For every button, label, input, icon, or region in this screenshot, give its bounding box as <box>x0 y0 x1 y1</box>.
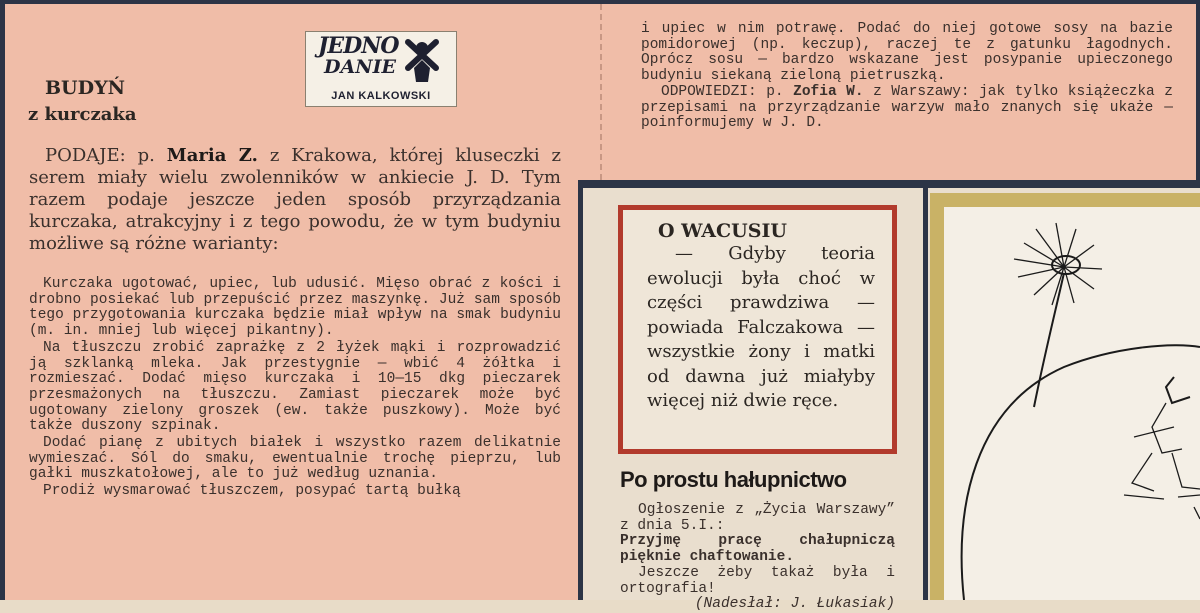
recipe-paragraph: Kurczaka ugotować, upiec, lub udusić. Mięso obrać z kości i drobno posiekać lub przepuścić przez maszynkę. Już sam sposób tego przygotowania kurczaka będzie miał wpływ na smak budyniu (m. in. mniej lub więcej pikantny). <box>29 276 561 340</box>
intro-name: Maria Z. <box>166 145 258 166</box>
recipe-intro <box>29 145 561 255</box>
recipe-paragraph: Dodać pianę z ubitych białek i wszystko razem delikatnie wymieszać. Sól do smaku, ewentualnie trochę pieprzu, lub gałki muszkatołowej, ale to już według uznania. <box>29 435 561 483</box>
wacus-box <box>618 205 897 454</box>
cook-figure-icon <box>402 38 442 84</box>
halupnictwo-line: Jeszcze żeby takaż była i ortografia! <box>620 564 895 597</box>
recipe-title: BUDYŃ <box>45 77 126 99</box>
badge-author: JAN KALKOWSKI <box>331 90 431 102</box>
recipe-subtitle: z kurczaka <box>28 104 137 125</box>
intro-prefix: PODAJE: p. <box>45 145 167 166</box>
recipe-paragraph: Prodiż wysmarować tłuszczem, posypać tartą bułką <box>43 483 461 500</box>
badge-logo-line1: JEDNO <box>318 33 399 59</box>
column-badge <box>305 31 457 107</box>
halupnictwo-quote: Przyjmę pracę chałupniczą pięknie chaftowanie. <box>620 533 895 566</box>
badge-logo-line2: DANIE <box>324 56 396 78</box>
answers-paragraph <box>641 85 1173 132</box>
continuation-text <box>641 22 1173 132</box>
skater-illustration <box>944 207 1200 600</box>
continuation-paragraph: i upiec w nim potrawę. Podać do niej gotowe sosy na bazie pomidorowej (np. keczup), raczej te z gatunku łagodnych. Oprócz sosu — bardzo wskazane jest posypanie upieczonego budyniu siekaną zieloną pietruszką. <box>641 21 1173 85</box>
dashed-divider <box>600 4 602 180</box>
illustration-panel <box>930 193 1200 600</box>
intro-rest: z Krakowa, której kluseczki z serem miały wielu zwolenników w ankiecie J. D. Tym razem podaje jeszcze jeden sposób przyrządzania kurczaka, atrakcyjny i z tego powodu, że w tym budyniu możliwe są różne warianty: <box>29 145 561 254</box>
halupnictwo-line: Ogłoszenie z „Życia Warszawy” z dnia 5.I.: <box>620 502 895 534</box>
halupnictwo-signature: (Nadesłał: J. Łukasiak) <box>694 596 895 613</box>
wacus-text <box>647 242 875 414</box>
answers-rest: z Warszawy: jak tylko książeczka z przepisami na przyrządzanie warzyw mało znanych się ukaże — poinformujemy w J. D. <box>641 83 1173 132</box>
answers-name: Zofia W. <box>793 83 864 100</box>
recipe-paragraph: Na tłuszczu zrobić zaprażkę z 2 łyżek mąki i rozprowadzić ją szklanką mleka. Jak przestygnie — wbić 4 żółtka i rozmieszać. Dodać mięso kurczaka i 10—15 dkg pieczarek przesmażonych na tłuszczu. Zamiast pieczarek może być ugotowany zielony groszek (ew. także puszkowy). Może być także duszony szpinak. <box>29 339 561 435</box>
halupnictwo-title: Po prostu hałupnictwo <box>620 467 847 492</box>
halupnictwo-text <box>620 503 895 613</box>
sun-icon <box>1014 223 1102 305</box>
wacus-title: O WACUSIU <box>658 220 787 242</box>
recipe-body <box>29 277 561 501</box>
answers-prefix: ODPOWIEDZI: p. <box>661 83 794 100</box>
wacus-paragraph: — Gdyby teoria ewolucji była choć w części prawdziwa — powiada Falczakowa — wszystkie żony i matki od dawna już miałyby więcej niż dwie ręce. <box>647 243 875 411</box>
